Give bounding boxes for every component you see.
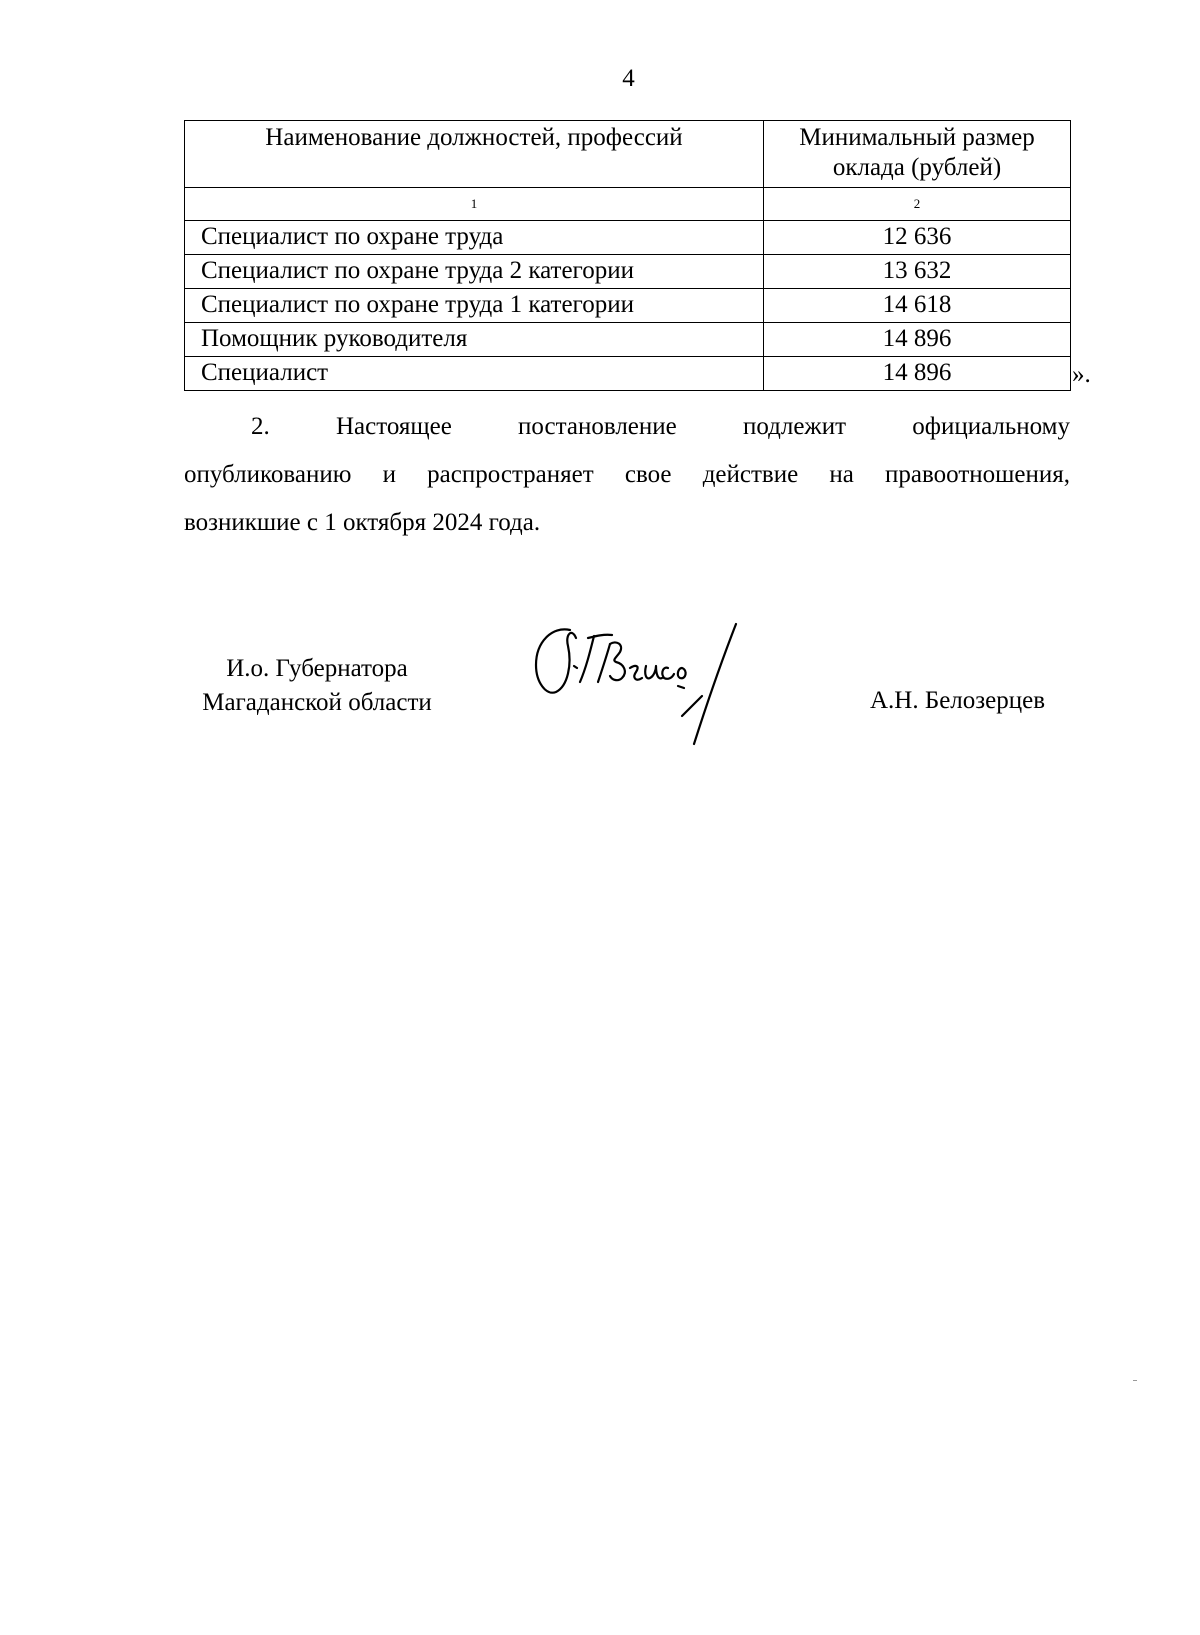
paragraph-line: возникшие с 1 октября 2024 года. xyxy=(184,509,541,536)
table-row xyxy=(185,357,1071,391)
signer-title xyxy=(184,652,450,720)
column-number-1: 1 xyxy=(185,188,764,221)
paragraph-line: опубликованию и распространяет свое действие на правоотношения, xyxy=(184,461,1070,488)
table-row xyxy=(185,221,1071,255)
signer-title-line: Магаданской области xyxy=(202,689,432,716)
signer-name: А.Н. Белозерцев xyxy=(870,687,1046,714)
table-column-numbers-row xyxy=(185,188,1071,221)
salary-value-cell: 14 896 xyxy=(764,323,1071,357)
salary-value-cell: 12 636 xyxy=(764,221,1071,255)
position-name-cell: Специалист xyxy=(185,357,764,391)
paragraph-line: 2. Настоящее постановление подлежит официальному xyxy=(251,413,1070,440)
salary-value-cell: 14 896 xyxy=(764,357,1071,391)
table-row xyxy=(185,255,1071,289)
table-row xyxy=(185,323,1071,357)
table-row xyxy=(185,289,1071,323)
position-name-cell: Специалист по охране труда 1 категории xyxy=(185,289,764,323)
margin-mark xyxy=(1133,1380,1137,1381)
resolution-paragraph xyxy=(184,403,1070,547)
handwritten-signature xyxy=(532,620,762,750)
signer-title-line: И.о. Губернатора xyxy=(226,655,408,682)
column-number-2: 2 xyxy=(764,188,1071,221)
position-name-cell: Помощник руководителя xyxy=(185,323,764,357)
position-name-cell: Специалист по охране труда xyxy=(185,221,764,255)
header-position-name: Наименование должностей, профессий xyxy=(185,121,764,188)
position-name-cell: Специалист по охране труда 2 категории xyxy=(185,255,764,289)
salary-value-cell: 14 618 xyxy=(764,289,1071,323)
salary-table xyxy=(184,120,1071,391)
closing-quote: ». xyxy=(1072,361,1091,388)
header-min-salary: Минимальный размер оклада (рублей) xyxy=(764,121,1071,188)
salary-value-cell: 13 632 xyxy=(764,255,1071,289)
page-number: 4 xyxy=(622,65,635,92)
table-header-row xyxy=(185,121,1071,188)
